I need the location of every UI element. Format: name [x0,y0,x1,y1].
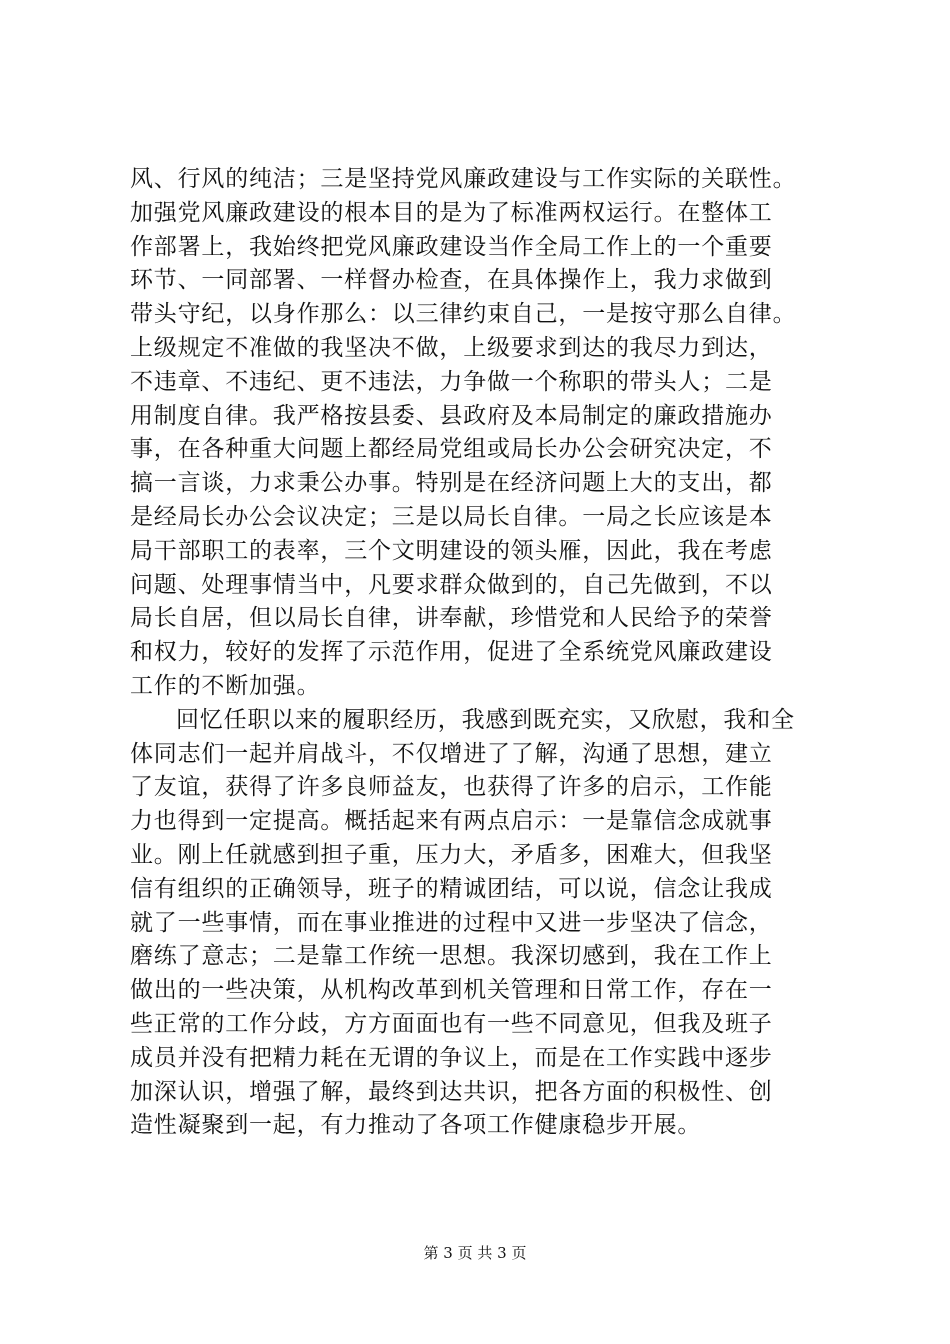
text-line: 造性凝聚到一起，有力推动了各项工作健康稳步开展。 [130,1112,702,1139]
text-line: 上级规定不准做的我坚决不做，上级要求到达的我尽力到达， [130,334,773,361]
text-line: 力也得到一定提高。概括起来有两点启示：一是靠信念成就事 [130,808,773,835]
text-line: 作部署上，我始终把党风廉政建设当作全局工作上的一个重要 [130,233,773,260]
text-line: 就了一些事情，而在事业推进的过程中又进一步坚决了信念， [130,909,773,936]
text-line: 了友谊，获得了许多良师益友，也获得了许多的启示，工作能 [130,774,773,801]
text-line: 体同志们一起并肩战斗，不仅增进了了解，沟通了思想，建立 [130,740,773,767]
text-line: 磨练了意志；二是靠工作统一思想。我深切感到，我在工作上 [130,943,773,970]
text-line: 做出的一些决策，从机构改革到机关管理和日常工作，存在一 [130,977,773,1004]
text-line: 局干部职工的表率，三个文明建设的领头雁，因此，我在考虑 [130,537,773,564]
text-line: 不违章、不违纪、更不违法，力争做一个称职的带头人；二是 [130,368,773,395]
text-line: 些正常的工作分歧，方方面面也有一些不同意见，但我及班子 [130,1010,773,1037]
text-line: 信有组织的正确领导，班子的精诚团结，可以说，信念让我成 [130,875,773,902]
text-line: 加强党风廉政建设的根本目的是为了标准两权运行。在整体工 [130,199,773,226]
text-line: 局长自居，但以局长自律，讲奉献，珍惜党和人民给予的荣誉 [130,605,773,632]
text-line: 业。刚上任就感到担子重，压力大，矛盾多，困难大，但我坚 [130,841,773,868]
text-line: 是经局长办公会议决定；三是以局长自律。一局之长应该是本 [130,503,773,530]
text-line: 带头守纪，以身作那么：以三律约束自己，一是按守那么自律。 [130,301,797,328]
text-line: 问题、处理事情当中，凡要求群众做到的，自己先做到，不以 [130,571,773,598]
text-line: 事，在各种重大问题上都经局党组或局长办公会研究决定，不 [130,436,773,463]
page-number-footer: 第 3 页 共 3 页 [423,1244,527,1262]
body-text [130,163,830,1143]
text-line: 工作的不断加强。 [130,672,321,699]
text-line: 用制度自律。我严格按县委、县政府及本局制定的廉政措施办 [130,402,773,429]
text-line: 风、行风的纯洁；三是坚持党风廉政建设与工作实际的关联性。 [130,166,797,192]
text-line: 加深认识，增强了解，最终到达共识，把各方面的积极性、创 [130,1078,773,1105]
text-line: 搞一言谈，力求秉公办事。特别是在经济问题上大的支出，都 [130,470,773,497]
text-line: 和权力，较好的发挥了示范作用，促进了全系统党风廉政建设 [130,639,773,666]
text-line: 成员并没有把精力耗在无谓的争议上，而是在工作实践中逐步 [130,1044,773,1071]
text-line: 环节、一同部署、一样督办检查，在具体操作上，我力求做到 [130,267,773,294]
paragraph-start-line: 回忆任职以来的履职经历，我感到既充实，又欣慰，我和全 [176,706,795,733]
